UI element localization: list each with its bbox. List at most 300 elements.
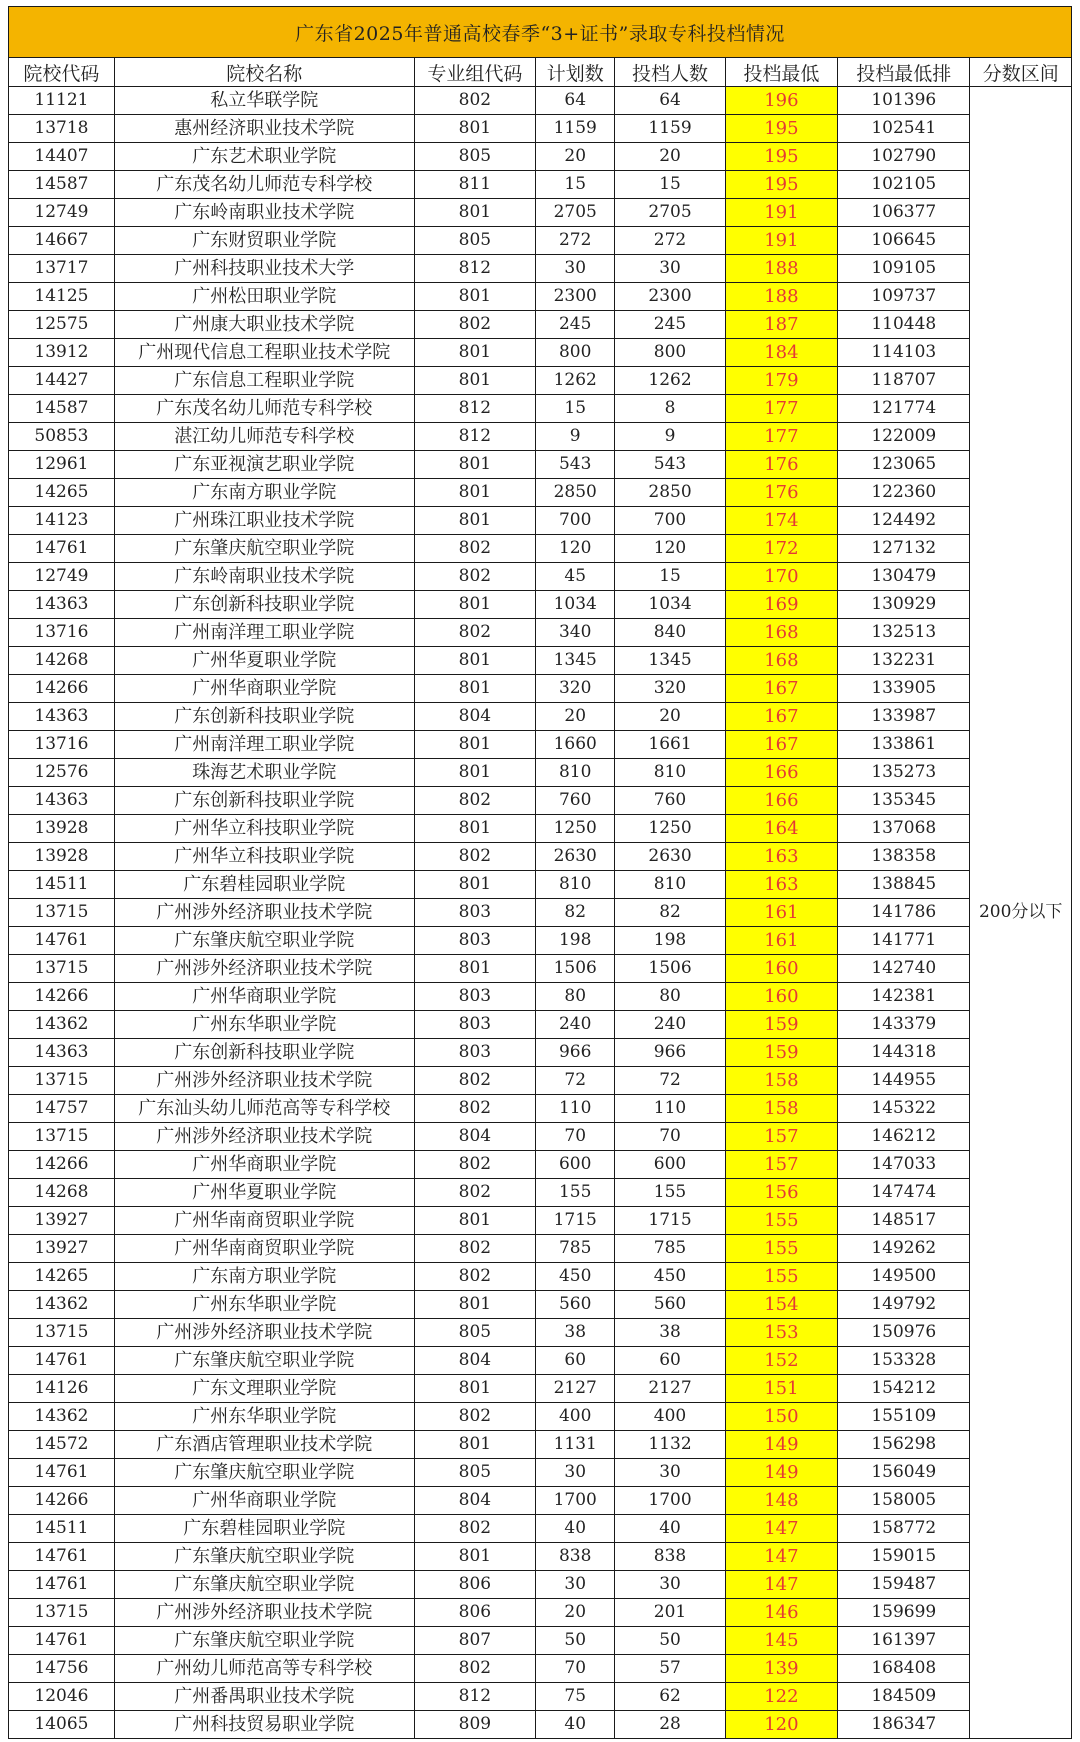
school-code-cell: 14126 — [9, 1375, 115, 1403]
school-code-cell: 14362 — [9, 1011, 115, 1039]
school-name-cell: 广东肇庆航空职业学院 — [114, 1347, 414, 1375]
min-score-cell: 196 — [725, 87, 837, 115]
table-row — [9, 871, 1072, 899]
school-name-cell: 广州华商职业学院 — [114, 675, 414, 703]
table-row — [9, 87, 1072, 115]
admitted-count-cell: 30 — [615, 255, 725, 283]
min-score-cell: 139 — [725, 1655, 837, 1683]
school-name-cell: 广东肇庆航空职业学院 — [114, 927, 414, 955]
plan-count-cell: 1506 — [536, 955, 615, 983]
school-name-cell: 广州华立科技职业学院 — [114, 843, 414, 871]
plan-count-cell: 82 — [536, 899, 615, 927]
school-name-cell: 广州涉外经济职业技术学院 — [114, 899, 414, 927]
table-row — [9, 1067, 1072, 1095]
plan-count-cell: 75 — [536, 1683, 615, 1711]
min-rank-cell: 155109 — [838, 1403, 970, 1431]
group-code-cell: 801 — [414, 647, 535, 675]
school-name-cell: 广州东华职业学院 — [114, 1011, 414, 1039]
school-name-cell: 广州现代信息工程职业技术学院 — [114, 339, 414, 367]
min-rank-cell: 106377 — [838, 199, 970, 227]
plan-count-cell: 30 — [536, 1459, 615, 1487]
score-range-cell: 200分以下 — [970, 87, 1072, 1739]
min-rank-cell: 147033 — [838, 1151, 970, 1179]
school-name-cell: 广州东华职业学院 — [114, 1403, 414, 1431]
admitted-count-cell: 838 — [615, 1543, 725, 1571]
admitted-count-cell: 700 — [615, 507, 725, 535]
school-code-cell: 12576 — [9, 759, 115, 787]
group-code-cell: 801 — [414, 1431, 535, 1459]
table-row — [9, 591, 1072, 619]
min-rank-cell: 127132 — [838, 535, 970, 563]
school-name-cell: 广州涉外经济职业技术学院 — [114, 1599, 414, 1627]
min-rank-cell: 146212 — [838, 1123, 970, 1151]
plan-count-cell: 543 — [536, 451, 615, 479]
min-rank-cell: 159487 — [838, 1571, 970, 1599]
min-score-cell: 195 — [725, 171, 837, 199]
school-name-cell: 广州华商职业学院 — [114, 1151, 414, 1179]
min-score-cell: 120 — [725, 1711, 837, 1739]
group-code-cell: 802 — [414, 1067, 535, 1095]
group-code-cell: 803 — [414, 1039, 535, 1067]
group-code-cell: 802 — [414, 87, 535, 115]
table-row — [9, 787, 1072, 815]
admitted-count-cell: 1661 — [615, 731, 725, 759]
group-code-cell: 812 — [414, 395, 535, 423]
min-rank-cell: 130479 — [838, 563, 970, 591]
table-row — [9, 619, 1072, 647]
admitted-count-cell: 2127 — [615, 1375, 725, 1403]
group-code-cell: 803 — [414, 927, 535, 955]
school-name-cell: 广东茂名幼儿师范专科学校 — [114, 395, 414, 423]
plan-count-cell: 1715 — [536, 1207, 615, 1235]
min-rank-cell: 149262 — [838, 1235, 970, 1263]
min-rank-cell: 118707 — [838, 367, 970, 395]
min-score-cell: 176 — [725, 479, 837, 507]
plan-count-cell: 30 — [536, 1571, 615, 1599]
school-code-cell: 13716 — [9, 731, 115, 759]
admitted-count-cell: 120 — [615, 535, 725, 563]
min-rank-cell: 184509 — [838, 1683, 970, 1711]
min-score-cell: 148 — [725, 1487, 837, 1515]
admitted-count-cell: 2705 — [615, 199, 725, 227]
group-code-cell: 801 — [414, 675, 535, 703]
school-code-cell: 13716 — [9, 619, 115, 647]
plan-count-cell: 20 — [536, 703, 615, 731]
group-code-cell: 805 — [414, 227, 535, 255]
school-code-cell: 14065 — [9, 1711, 115, 1739]
school-code-cell: 14363 — [9, 703, 115, 731]
admitted-count-cell: 40 — [615, 1515, 725, 1543]
group-code-cell: 802 — [414, 787, 535, 815]
plan-count-cell: 1660 — [536, 731, 615, 759]
school-name-cell: 广州华夏职业学院 — [114, 1179, 414, 1207]
admitted-count-cell: 1132 — [615, 1431, 725, 1459]
table-row — [9, 171, 1072, 199]
school-name-cell: 广东财贸职业学院 — [114, 227, 414, 255]
admitted-count-cell: 70 — [615, 1123, 725, 1151]
school-name-cell: 广东肇庆航空职业学院 — [114, 1543, 414, 1571]
min-rank-cell: 154212 — [838, 1375, 970, 1403]
plan-count-cell: 700 — [536, 507, 615, 535]
min-score-cell: 152 — [725, 1347, 837, 1375]
school-code-cell: 13927 — [9, 1207, 115, 1235]
admitted-count-cell: 72 — [615, 1067, 725, 1095]
school-code-cell: 12749 — [9, 563, 115, 591]
plan-count-cell: 120 — [536, 535, 615, 563]
school-code-cell: 14587 — [9, 171, 115, 199]
min-rank-cell: 102105 — [838, 171, 970, 199]
group-code-cell: 804 — [414, 1487, 535, 1515]
min-score-cell: 154 — [725, 1291, 837, 1319]
school-code-cell: 13717 — [9, 255, 115, 283]
plan-count-cell: 760 — [536, 787, 615, 815]
table-row — [9, 899, 1072, 927]
school-code-cell: 13927 — [9, 1235, 115, 1263]
school-code-cell: 14587 — [9, 395, 115, 423]
admitted-count-cell: 1700 — [615, 1487, 725, 1515]
group-code-cell: 802 — [414, 1403, 535, 1431]
min-score-cell: 163 — [725, 871, 837, 899]
plan-count-cell: 72 — [536, 1067, 615, 1095]
school-code-cell: 13715 — [9, 1067, 115, 1095]
school-code-cell: 14761 — [9, 1571, 115, 1599]
table-row — [9, 1291, 1072, 1319]
min-rank-cell: 102790 — [838, 143, 970, 171]
school-code-cell: 14268 — [9, 647, 115, 675]
plan-count-cell: 50 — [536, 1627, 615, 1655]
table-row — [9, 563, 1072, 591]
table-row — [9, 1627, 1072, 1655]
plan-count-cell: 15 — [536, 171, 615, 199]
school-name-cell: 广东文理职业学院 — [114, 1375, 414, 1403]
min-score-cell: 195 — [725, 143, 837, 171]
admitted-count-cell: 57 — [615, 1655, 725, 1683]
header-plan-count: 计划数 — [536, 58, 615, 87]
admitted-count-cell: 15 — [615, 563, 725, 591]
min-rank-cell: 137068 — [838, 815, 970, 843]
min-rank-cell: 122360 — [838, 479, 970, 507]
min-score-cell: 179 — [725, 367, 837, 395]
school-name-cell: 广州华商职业学院 — [114, 983, 414, 1011]
min-score-cell: 150 — [725, 1403, 837, 1431]
min-score-cell: 191 — [725, 227, 837, 255]
admitted-count-cell: 64 — [615, 87, 725, 115]
min-rank-cell: 186347 — [838, 1711, 970, 1739]
admitted-count-cell: 2630 — [615, 843, 725, 871]
min-rank-cell: 122009 — [838, 423, 970, 451]
admitted-count-cell: 1715 — [615, 1207, 725, 1235]
min-rank-cell: 114103 — [838, 339, 970, 367]
min-score-cell: 145 — [725, 1627, 837, 1655]
min-score-cell: 151 — [725, 1375, 837, 1403]
min-rank-cell: 133987 — [838, 703, 970, 731]
school-name-cell: 广州涉外经济职业技术学院 — [114, 955, 414, 983]
header-min-score: 投档最低 — [725, 58, 837, 87]
admitted-count-cell: 600 — [615, 1151, 725, 1179]
plan-count-cell: 450 — [536, 1263, 615, 1291]
plan-count-cell: 30 — [536, 255, 615, 283]
admitted-count-cell: 15 — [615, 171, 725, 199]
min-score-cell: 147 — [725, 1543, 837, 1571]
school-name-cell: 广州华南商贸职业学院 — [114, 1207, 414, 1235]
school-name-cell: 广州科技职业技术大学 — [114, 255, 414, 283]
school-code-cell: 12575 — [9, 311, 115, 339]
admitted-count-cell: 30 — [615, 1571, 725, 1599]
admitted-count-cell: 1250 — [615, 815, 725, 843]
group-code-cell: 806 — [414, 1599, 535, 1627]
min-rank-cell: 101396 — [838, 87, 970, 115]
plan-count-cell: 20 — [536, 1599, 615, 1627]
plan-count-cell: 70 — [536, 1123, 615, 1151]
min-score-cell: 160 — [725, 955, 837, 983]
school-code-cell: 14362 — [9, 1403, 115, 1431]
school-name-cell: 广州番禺职业技术学院 — [114, 1683, 414, 1711]
school-code-cell: 50853 — [9, 423, 115, 451]
plan-count-cell: 9 — [536, 423, 615, 451]
school-code-cell: 14511 — [9, 1515, 115, 1543]
group-code-cell: 801 — [414, 1375, 535, 1403]
school-code-cell: 14266 — [9, 675, 115, 703]
table-row — [9, 983, 1072, 1011]
min-score-cell: 195 — [725, 115, 837, 143]
table-row — [9, 143, 1072, 171]
plan-count-cell: 70 — [536, 1655, 615, 1683]
admitted-count-cell: 560 — [615, 1291, 725, 1319]
group-code-cell: 811 — [414, 171, 535, 199]
min-rank-cell: 123065 — [838, 451, 970, 479]
school-code-cell: 14265 — [9, 1263, 115, 1291]
group-code-cell: 803 — [414, 983, 535, 1011]
group-code-cell: 802 — [414, 1263, 535, 1291]
school-code-cell: 14362 — [9, 1291, 115, 1319]
min-score-cell: 188 — [725, 255, 837, 283]
school-name-cell: 广东酒店管理职业技术学院 — [114, 1431, 414, 1459]
table-row — [9, 647, 1072, 675]
school-code-cell: 12749 — [9, 199, 115, 227]
group-code-cell: 801 — [414, 591, 535, 619]
school-code-cell: 13718 — [9, 115, 115, 143]
admission-table — [8, 6, 1072, 1739]
admitted-count-cell: 198 — [615, 927, 725, 955]
min-rank-cell: 158772 — [838, 1515, 970, 1543]
school-name-cell: 广州南洋理工职业学院 — [114, 731, 414, 759]
min-score-cell: 188 — [725, 283, 837, 311]
school-name-cell: 广州华立科技职业学院 — [114, 815, 414, 843]
school-code-cell: 14761 — [9, 1543, 115, 1571]
min-rank-cell: 158005 — [838, 1487, 970, 1515]
header-school-name: 院校名称 — [114, 58, 414, 87]
plan-count-cell: 1131 — [536, 1431, 615, 1459]
school-name-cell: 广东创新科技职业学院 — [114, 1039, 414, 1067]
school-code-cell: 14125 — [9, 283, 115, 311]
min-rank-cell: 106645 — [838, 227, 970, 255]
admitted-count-cell: 50 — [615, 1627, 725, 1655]
admitted-count-cell: 9 — [615, 423, 725, 451]
school-code-cell: 14572 — [9, 1431, 115, 1459]
min-score-cell: 167 — [725, 731, 837, 759]
school-name-cell: 广州东华职业学院 — [114, 1291, 414, 1319]
group-code-cell: 802 — [414, 1515, 535, 1543]
min-score-cell: 160 — [725, 983, 837, 1011]
min-rank-cell: 153328 — [838, 1347, 970, 1375]
group-code-cell: 802 — [414, 1095, 535, 1123]
group-code-cell: 804 — [414, 1123, 535, 1151]
table-row — [9, 451, 1072, 479]
min-rank-cell: 142381 — [838, 983, 970, 1011]
group-code-cell: 802 — [414, 1655, 535, 1683]
admitted-count-cell: 82 — [615, 899, 725, 927]
plan-count-cell: 1250 — [536, 815, 615, 843]
min-rank-cell: 124492 — [838, 507, 970, 535]
header-admitted-count: 投档人数 — [615, 58, 725, 87]
plan-count-cell: 2630 — [536, 843, 615, 871]
group-code-cell: 812 — [414, 423, 535, 451]
admitted-count-cell: 30 — [615, 1459, 725, 1487]
plan-count-cell: 60 — [536, 1347, 615, 1375]
min-score-cell: 167 — [725, 703, 837, 731]
group-code-cell: 806 — [414, 1571, 535, 1599]
school-code-cell: 13928 — [9, 843, 115, 871]
min-rank-cell: 141786 — [838, 899, 970, 927]
school-code-cell: 14363 — [9, 591, 115, 619]
min-rank-cell: 143379 — [838, 1011, 970, 1039]
min-rank-cell: 141771 — [838, 927, 970, 955]
admitted-count-cell: 785 — [615, 1235, 725, 1263]
admitted-count-cell: 1506 — [615, 955, 725, 983]
min-score-cell: 147 — [725, 1515, 837, 1543]
school-name-cell: 广东茂名幼儿师范专科学校 — [114, 171, 414, 199]
admitted-count-cell: 155 — [615, 1179, 725, 1207]
group-code-cell: 809 — [414, 1711, 535, 1739]
min-score-cell: 191 — [725, 199, 837, 227]
table-row — [9, 1347, 1072, 1375]
table-row — [9, 1515, 1072, 1543]
group-code-cell: 801 — [414, 283, 535, 311]
table-row — [9, 115, 1072, 143]
group-code-cell: 804 — [414, 703, 535, 731]
admitted-count-cell: 1034 — [615, 591, 725, 619]
min-rank-cell: 168408 — [838, 1655, 970, 1683]
table-row — [9, 1319, 1072, 1347]
min-score-cell: 159 — [725, 1011, 837, 1039]
school-name-cell: 广东肇庆航空职业学院 — [114, 1571, 414, 1599]
plan-count-cell: 240 — [536, 1011, 615, 1039]
school-name-cell: 广州涉外经济职业技术学院 — [114, 1123, 414, 1151]
min-rank-cell: 148517 — [838, 1207, 970, 1235]
min-rank-cell: 156049 — [838, 1459, 970, 1487]
school-code-cell: 14761 — [9, 1347, 115, 1375]
group-code-cell: 801 — [414, 731, 535, 759]
min-score-cell: 176 — [725, 451, 837, 479]
table-row — [9, 367, 1072, 395]
min-score-cell: 177 — [725, 423, 837, 451]
min-score-cell: 161 — [725, 927, 837, 955]
group-code-cell: 812 — [414, 255, 535, 283]
admitted-count-cell: 20 — [615, 703, 725, 731]
plan-count-cell: 64 — [536, 87, 615, 115]
table-row — [9, 731, 1072, 759]
min-score-cell: 187 — [725, 311, 837, 339]
table-row — [9, 1683, 1072, 1711]
plan-count-cell: 155 — [536, 1179, 615, 1207]
group-code-cell: 802 — [414, 311, 535, 339]
school-code-cell: 14363 — [9, 1039, 115, 1067]
group-code-cell: 801 — [414, 871, 535, 899]
min-score-cell: 170 — [725, 563, 837, 591]
plan-count-cell: 340 — [536, 619, 615, 647]
min-rank-cell: 102541 — [838, 115, 970, 143]
group-code-cell: 803 — [414, 899, 535, 927]
plan-count-cell: 1700 — [536, 1487, 615, 1515]
table-row — [9, 507, 1072, 535]
school-name-cell: 湛江幼儿师范专科学校 — [114, 423, 414, 451]
group-code-cell: 801 — [414, 759, 535, 787]
min-rank-cell: 133905 — [838, 675, 970, 703]
group-code-cell: 801 — [414, 1207, 535, 1235]
school-name-cell: 广东岭南职业技术学院 — [114, 199, 414, 227]
min-score-cell: 168 — [725, 647, 837, 675]
min-score-cell: 158 — [725, 1067, 837, 1095]
group-code-cell: 801 — [414, 1543, 535, 1571]
school-name-cell: 广州幼儿师范高等专科学校 — [114, 1655, 414, 1683]
table-row — [9, 703, 1072, 731]
min-rank-cell: 142740 — [838, 955, 970, 983]
min-rank-cell: 149792 — [838, 1291, 970, 1319]
min-score-cell: 149 — [725, 1459, 837, 1487]
min-score-cell: 122 — [725, 1683, 837, 1711]
school-code-cell: 13912 — [9, 339, 115, 367]
school-name-cell: 珠海艺术职业学院 — [114, 759, 414, 787]
table-row — [9, 927, 1072, 955]
school-name-cell: 广东亚视演艺职业学院 — [114, 451, 414, 479]
table-row — [9, 1011, 1072, 1039]
school-name-cell: 广东创新科技职业学院 — [114, 591, 414, 619]
school-name-cell: 惠州经济职业技术学院 — [114, 115, 414, 143]
table-row — [9, 1431, 1072, 1459]
table-row — [9, 955, 1072, 983]
table-row — [9, 815, 1072, 843]
school-code-cell: 14266 — [9, 1487, 115, 1515]
min-rank-cell: 149500 — [838, 1263, 970, 1291]
min-rank-cell: 159015 — [838, 1543, 970, 1571]
table-row — [9, 1543, 1072, 1571]
school-name-cell: 广东碧桂园职业学院 — [114, 871, 414, 899]
table-row — [9, 1095, 1072, 1123]
table-row — [9, 395, 1072, 423]
table-row — [9, 1263, 1072, 1291]
school-name-cell: 广东肇庆航空职业学院 — [114, 1459, 414, 1487]
admitted-count-cell: 80 — [615, 983, 725, 1011]
group-code-cell: 802 — [414, 563, 535, 591]
min-rank-cell: 135345 — [838, 787, 970, 815]
admitted-count-cell: 60 — [615, 1347, 725, 1375]
min-score-cell: 157 — [725, 1123, 837, 1151]
min-score-cell: 147 — [725, 1571, 837, 1599]
group-code-cell: 802 — [414, 843, 535, 871]
admitted-count-cell: 1159 — [615, 115, 725, 143]
group-code-cell: 804 — [414, 1347, 535, 1375]
min-score-cell: 153 — [725, 1319, 837, 1347]
min-score-cell: 184 — [725, 339, 837, 367]
school-name-cell: 私立华联学院 — [114, 87, 414, 115]
school-name-cell: 广东南方职业学院 — [114, 1263, 414, 1291]
group-code-cell: 802 — [414, 535, 535, 563]
school-code-cell: 14427 — [9, 367, 115, 395]
plan-count-cell: 198 — [536, 927, 615, 955]
school-code-cell: 14268 — [9, 1179, 115, 1207]
group-code-cell: 801 — [414, 115, 535, 143]
min-score-cell: 146 — [725, 1599, 837, 1627]
